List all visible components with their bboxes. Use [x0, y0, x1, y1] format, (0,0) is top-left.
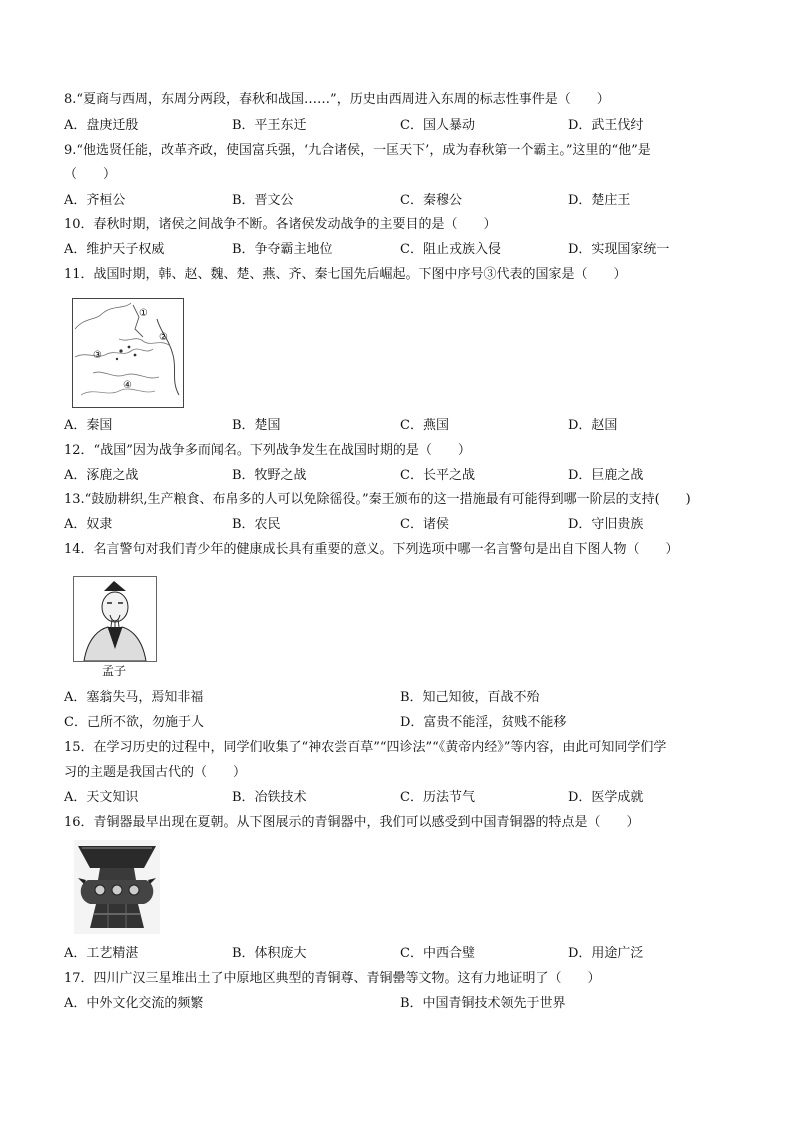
map-marker-4: ④ [123, 380, 132, 391]
question-14-stem: 14．名言警句对我们青少年的健康成长具有重要的意义。下列选项中哪一名言警句是出自下图人物（ ） [64, 542, 679, 557]
portrait-drawing [74, 577, 156, 661]
question-16-options [64, 946, 744, 962]
bronze-vessel-drawing [74, 840, 160, 934]
warring-states-map [72, 298, 184, 408]
option-d: D．楚庄王 [568, 193, 631, 208]
option-c: C．中西合璧 [400, 946, 475, 961]
question-10-options [64, 242, 744, 258]
option-b: B．争夺霸主地位 [232, 242, 333, 257]
question-16-stem: 16．青铜器最早出现在夏朝。从下图展示的青铜器中，我们可以感受到中国青铜器的特点是（ ） [64, 815, 640, 830]
option-d: D．用途广泛 [568, 946, 644, 961]
option-c: C．阻止戎族入侵 [400, 242, 501, 257]
map-marker-2: ② [159, 332, 168, 343]
option-a: A．秦国 [64, 418, 113, 433]
question-15-options [64, 790, 744, 806]
question-9-options [64, 193, 744, 209]
option-b: B．农民 [232, 517, 281, 532]
question-13-options [64, 517, 744, 533]
bronze-vessel-image [74, 840, 160, 934]
map-marker-3: ③ [93, 350, 102, 361]
question-15-stem-cont: 习的主题是我国古代的（ ） [64, 765, 247, 780]
option-c: C．诸侯 [400, 517, 449, 532]
question-12-options [64, 468, 744, 484]
option-b: B．晋文公 [232, 193, 294, 208]
option-a: A．齐桓公 [64, 193, 126, 208]
portrait-caption: 孟子 [102, 664, 127, 678]
question-9-stem: 9.“他选贤任能，改革齐政，使国富兵强，‘九合诸侯，一匡天下’，成为春秋第一个霸主。”这里的“他”是 [64, 143, 651, 158]
option-b: B．平王东迁 [232, 118, 307, 133]
question-14-options-row2 [64, 715, 744, 731]
option-b: B．中国青铜技术领先于世界 [400, 996, 566, 1011]
option-c: C．历法节气 [400, 790, 475, 805]
option-a: A．工艺精湛 [64, 946, 139, 961]
option-c: C．己所不欲，勿施于人 [64, 715, 204, 730]
option-b: B．知己知彼，百战不殆 [400, 690, 540, 705]
option-d: D．赵国 [568, 418, 618, 433]
option-a: A．维护天子权威 [64, 242, 165, 257]
option-d: D．富贵不能淫，贫贱不能移 [400, 715, 567, 730]
option-c: C．长平之战 [400, 468, 475, 483]
map-marker-1: ① [139, 308, 148, 319]
option-c: C．燕国 [400, 418, 449, 433]
question-8-stem: 8.“夏商与西周，东周分两段，春秋和战国……”，历史由西周进入东周的标志性事件是（ ） [64, 92, 610, 107]
question-11-options [64, 418, 744, 434]
option-b: B．楚国 [232, 418, 281, 433]
option-a: A．盘庚迁殷 [64, 118, 139, 133]
option-c: C．国人暴动 [400, 118, 475, 133]
option-b: B．牧野之战 [232, 468, 307, 483]
question-11-stem: 11．战国时期，韩、赵、魏、楚、燕、齐、秦七国先后崛起。下图中序号③代表的国家是（ ） [64, 267, 627, 282]
option-a: A．塞翁失马，焉知非福 [64, 690, 204, 705]
question-17-stem: 17．四川广汉三星堆出土了中原地区典型的青铜尊、青铜罍等文物。这有力地证明了（ ） [64, 971, 601, 986]
map-drawing [73, 299, 183, 407]
option-a: A．中外文化交流的频繁 [64, 996, 204, 1011]
option-a: A．奴隶 [64, 517, 113, 532]
option-c: C．秦穆公 [400, 193, 462, 208]
question-12-stem: 12．“战国”因为战争多而闻名。下列战争发生在战国时期的是（ ） [64, 443, 471, 458]
question-17-options [64, 996, 744, 1012]
option-d: D．武王伐纣 [568, 118, 644, 133]
question-10-stem: 10．春秋时期，诸侯之间战争不断。各诸侯发动战争的主要目的是（ ） [64, 217, 497, 232]
question-14-options-row1 [64, 690, 744, 706]
question-8-options [64, 118, 744, 134]
option-a: A．天文知识 [64, 790, 139, 805]
option-a: A．涿鹿之战 [64, 468, 139, 483]
option-d: D．医学成就 [568, 790, 644, 805]
question-15-stem: 15．在学习历史的过程中，同学们收集了“神农尝百草”“四诊法”“《黄帝内经》”等内容，由此可知同学们学 [64, 740, 667, 755]
question-9-stem-cont: （ ） [64, 167, 117, 182]
option-b: B．冶铁技术 [232, 790, 307, 805]
question-13-stem: 13.“鼓励耕织,生产粮食、布帛多的人可以免除徭役。”秦王颁布的这一措施最有可能得到哪一阶层的支持( ) [64, 492, 691, 507]
option-b: B．体积庞大 [232, 946, 307, 961]
option-d: D．巨鹿之战 [568, 468, 644, 483]
option-d: D．实现国家统一 [568, 242, 670, 257]
mencius-portrait [73, 576, 157, 662]
option-d: D．守旧贵族 [568, 517, 644, 532]
